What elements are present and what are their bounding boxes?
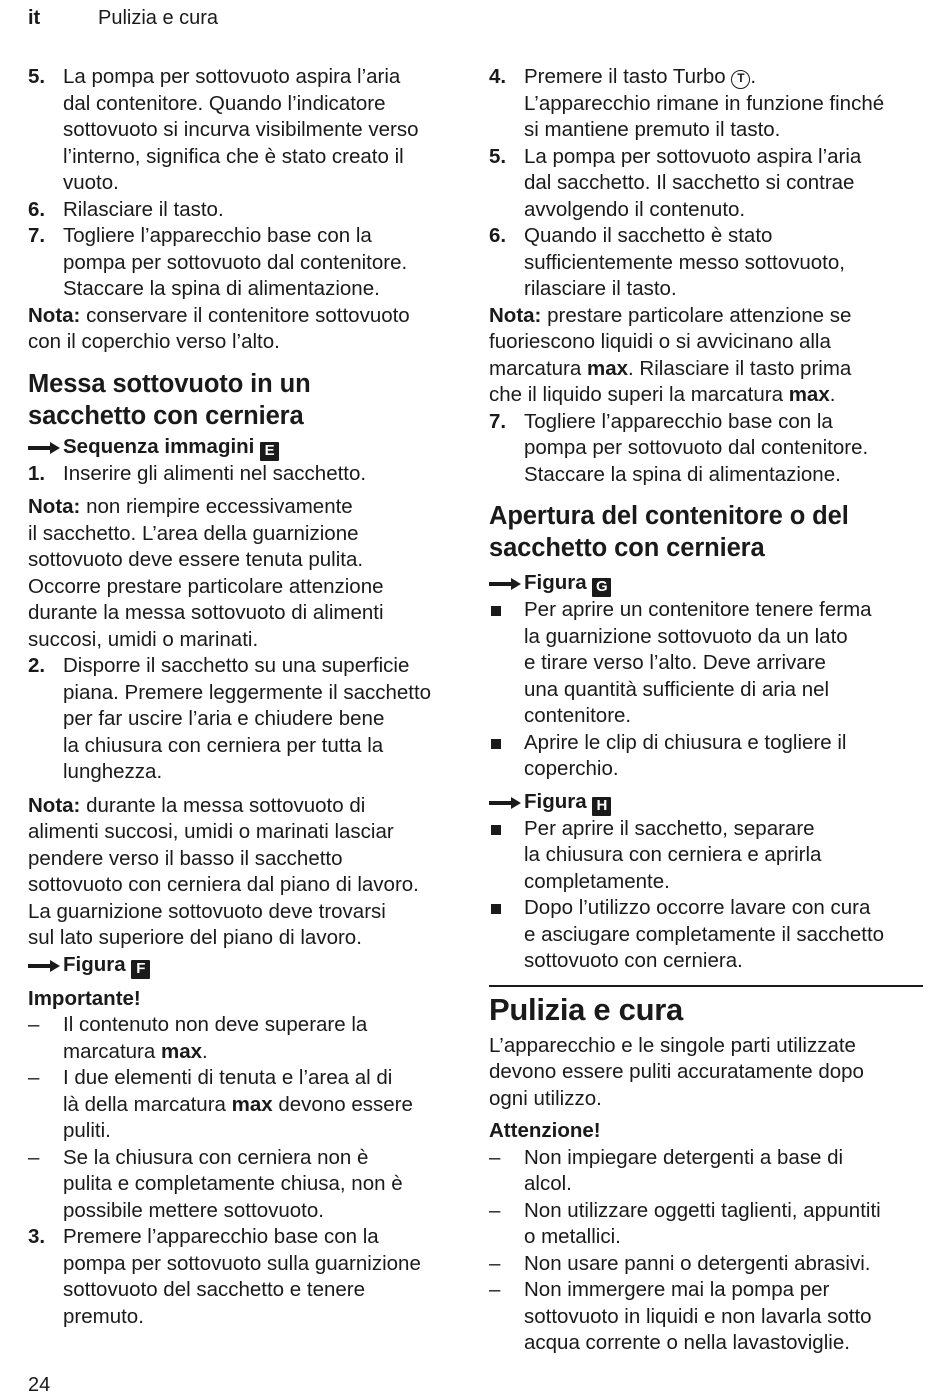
figure-f-ref xyxy=(28,952,464,979)
step-line: Togliere l’apparecchio base con la xyxy=(524,409,833,433)
section-title-line: sacchetto con cerniera xyxy=(489,534,765,562)
dash-line: possibile mettere sottovuoto. xyxy=(63,1198,324,1222)
step-line: per far uscire l’aria e chiudere bene xyxy=(63,707,385,730)
figure-label: Figura xyxy=(63,952,126,976)
dash-item xyxy=(489,1198,923,1251)
figure-letter-box: H xyxy=(592,797,611,816)
step-line: pompa per sottovuoto dal contenitore. xyxy=(524,436,869,459)
section-title-line: sacchetto con cerniera xyxy=(28,401,304,430)
step-line: La pompa per sottovuoto aspira l’aria xyxy=(524,144,862,168)
note-text: con il coperchio verso l’alto. xyxy=(28,330,280,353)
dash-item xyxy=(489,1251,923,1278)
arrow-right-icon xyxy=(489,796,521,810)
bullet-item xyxy=(489,597,923,730)
step-number: 6. xyxy=(489,224,507,247)
running-title: Pulizia e cura xyxy=(98,7,219,29)
note-text: alimenti succosi, umidi o marinati lasciar xyxy=(28,820,394,843)
dash-line: Non immergere mai la pompa per xyxy=(524,1278,830,1301)
note-label: Nota: xyxy=(28,303,81,327)
note-text: conservare il contenitore sottovuoto xyxy=(80,303,410,327)
arrow-right-icon xyxy=(28,441,60,455)
figure-label: Figura xyxy=(524,571,587,594)
step-text: . xyxy=(750,65,757,88)
step-line: Rilasciare il tasto. xyxy=(63,197,224,221)
square-bullet-icon xyxy=(491,606,501,616)
step-6 xyxy=(489,223,923,303)
step-2 xyxy=(28,653,464,786)
dash-item xyxy=(28,1065,464,1145)
bullet-line: Dopo l’utilizzo occorre lavare con cura xyxy=(524,896,871,919)
figure-label: Figura xyxy=(524,789,587,813)
dash-marker: – xyxy=(28,1013,40,1036)
max-mark: max xyxy=(160,1039,203,1063)
step-line: piana. Premere leggermente il sacchetto xyxy=(63,680,432,704)
step-line: premuto. xyxy=(63,1304,144,1328)
figure-label: Sequenza immagini xyxy=(63,434,255,458)
step-number: 4. xyxy=(489,65,507,88)
bullet-item xyxy=(489,895,923,975)
dash-line: I due elementi di tenuta e l’area al di xyxy=(63,1066,393,1089)
step-6 xyxy=(28,197,464,224)
step-5 xyxy=(489,144,923,224)
note-label: Nota: xyxy=(489,303,542,327)
step-number: 3. xyxy=(28,1225,46,1248)
step-line: si mantiene premuto il tasto. xyxy=(524,118,781,141)
turbo-button-icon: T xyxy=(731,70,750,89)
dash-line: puliti. xyxy=(63,1119,111,1142)
intro-line: L’apparecchio e le singole parti utilizzate xyxy=(489,1033,856,1057)
section-title-line: Apertura del contenitore o del xyxy=(489,502,849,530)
dash-text: marcatura xyxy=(63,1039,161,1063)
note-text: fuoriescono liquidi o si avvicinano alla xyxy=(489,330,831,353)
dash-marker: – xyxy=(28,1066,40,1089)
dash-item xyxy=(28,1145,464,1225)
note-text: pendere verso il basso il sacchetto xyxy=(28,846,343,870)
dash-text: . xyxy=(202,1039,208,1063)
main-section-title: Pulizia e cura xyxy=(489,991,683,1027)
step-line: sottovuoto si incurva visibilmente verso xyxy=(63,118,419,141)
dash-line: acqua corrente o nella lavastoviglie. xyxy=(524,1331,850,1354)
bullet-line: Aprire le clip di chiusura e togliere il xyxy=(524,730,847,754)
note-storage xyxy=(28,303,464,356)
step-line: pompa per sottovuoto dal contenitore. xyxy=(63,250,408,274)
step-line: Togliere l’apparecchio base con la xyxy=(63,224,372,247)
step-number: 7. xyxy=(489,409,507,433)
note-text: Occorre prestare particolare attenzione xyxy=(28,574,384,598)
dash-line: pulita e completamente chiusa, non è xyxy=(63,1172,403,1195)
left-column xyxy=(28,64,464,1330)
step-line: dal sacchetto. Il sacchetto si contrae xyxy=(524,171,855,194)
dash-marker: – xyxy=(489,1198,501,1222)
bullet-line: una quantità sufficiente di aria nel xyxy=(524,677,830,701)
bullet-line: coperchio. xyxy=(524,757,619,780)
note-label: Nota: xyxy=(28,495,81,518)
dash-marker: – xyxy=(489,1145,501,1169)
note-label: Nota: xyxy=(28,793,81,817)
step-4 xyxy=(489,64,923,144)
figure-sequence-ref xyxy=(28,434,464,461)
intro-line: ogni utilizzo. xyxy=(489,1086,602,1110)
note-text: La guarnizione sottovuoto deve trovarsi xyxy=(28,899,386,923)
dash-marker: – xyxy=(28,1145,40,1169)
bullet-line: e asciugare completamente il sacchetto xyxy=(524,922,885,946)
note-liquids xyxy=(489,303,923,409)
note-text: marcatura xyxy=(489,356,587,380)
step-line: Premere l’apparecchio base con la xyxy=(63,1225,379,1248)
figure-letter-box: F xyxy=(131,960,150,979)
arrow-right-icon xyxy=(489,577,521,591)
square-bullet-icon xyxy=(491,904,501,914)
step-number: 5. xyxy=(28,65,46,88)
step-line: sottovuoto del sacchetto e tenere xyxy=(63,1278,366,1301)
dash-item xyxy=(489,1145,923,1198)
step-line: Inserire gli alimenti nel sacchetto. xyxy=(63,461,367,485)
note-text: . Rilasciare il tasto prima xyxy=(628,356,852,380)
step-number: 6. xyxy=(28,197,46,221)
step-number: 1. xyxy=(28,461,46,485)
note-filling xyxy=(28,494,464,653)
note-text: durante la messa sottovuoto di xyxy=(80,793,366,817)
note-text: durante la messa sottovuoto di alimenti xyxy=(28,601,384,624)
important-heading: Importante! xyxy=(28,986,141,1010)
page-number: 24 xyxy=(28,1374,51,1392)
dash-line: Il contenuto non deve superare la xyxy=(63,1013,368,1036)
language-code: it xyxy=(28,7,41,29)
dash-line: Non usare panni o detergenti abrasivi. xyxy=(524,1251,871,1275)
section-title-line: Messa sottovuoto in un xyxy=(28,369,311,398)
max-mark: max xyxy=(788,383,830,406)
dash-text: là della marcatura xyxy=(63,1092,232,1116)
step-3 xyxy=(28,1224,464,1330)
bullet-line: la guarnizione sottovuoto da un lato xyxy=(524,624,848,648)
step-7 xyxy=(28,223,464,303)
arrow-right-icon xyxy=(28,959,60,973)
dash-line: Non impiegare detergenti a base di xyxy=(524,1145,844,1169)
dash-marker: – xyxy=(489,1251,501,1275)
figure-letter-box: E xyxy=(260,442,279,461)
step-line: sufficientemente messo sottovuoto, xyxy=(524,250,845,274)
step-line: vuoto. xyxy=(63,171,119,194)
step-line: Disporre il sacchetto su una superficie xyxy=(63,654,410,677)
bullet-line: Per aprire un contenitore tenere ferma xyxy=(524,598,872,621)
intro-line: devono essere puliti accuratamente dopo xyxy=(489,1060,864,1083)
right-column xyxy=(489,64,923,1357)
step-line: Staccare la spina di alimentazione. xyxy=(524,462,841,486)
step-line: rilasciare il tasto. xyxy=(524,277,677,300)
step-line: La pompa per sottovuoto aspira l’aria xyxy=(63,65,401,88)
note-text: sottovuoto deve essere tenuta pulita. xyxy=(28,548,364,571)
bullet-line: Per aprire il sacchetto, separare xyxy=(524,816,815,840)
step-line: Quando il sacchetto è stato xyxy=(524,224,773,247)
section-title-zip-bag xyxy=(28,368,464,432)
note-text: che il liquido superi la marcatura xyxy=(489,383,789,406)
step-text: Premere il tasto Turbo xyxy=(524,65,732,88)
intro-paragraph xyxy=(489,1033,923,1113)
figure-h-ref xyxy=(489,789,923,816)
bullet-line: contenitore. xyxy=(524,704,632,727)
dash-text: devono essere xyxy=(272,1092,413,1116)
note-juicy-foods xyxy=(28,793,464,952)
figure-g-ref xyxy=(489,570,923,597)
dash-line: Se la chiusura con cerniera non è xyxy=(63,1145,369,1169)
step-number: 7. xyxy=(28,224,46,247)
square-bullet-icon xyxy=(491,739,501,749)
note-text: sul lato superiore del piano di lavoro. xyxy=(28,926,362,949)
bullet-line: sottovuoto con cerniera. xyxy=(524,949,743,972)
dash-item xyxy=(28,1012,464,1065)
max-mark: max xyxy=(231,1092,273,1116)
figure-letter-box: G xyxy=(592,578,611,597)
note-text: il sacchetto. L’area della guarnizione xyxy=(28,521,359,545)
note-text: prestare particolare attenzione se xyxy=(541,303,852,327)
note-text: non riempire eccessivamente xyxy=(80,495,353,518)
bullet-item xyxy=(489,730,923,783)
bullet-line: e tirare verso l’alto. Deve arrivare xyxy=(524,651,826,674)
step-7 xyxy=(489,409,923,489)
bullet-item xyxy=(489,816,923,896)
bullet-line: completamente. xyxy=(524,869,670,893)
dash-line: o metallici. xyxy=(524,1225,621,1248)
step-number: 2. xyxy=(28,654,46,677)
square-bullet-icon xyxy=(491,825,501,835)
dash-line: Non utilizzare oggetti taglienti, appuntiti xyxy=(524,1198,881,1222)
step-line: l’interno, significa che è stato creato il xyxy=(63,144,404,168)
dash-line: alcol. xyxy=(524,1172,572,1195)
section-divider xyxy=(489,985,923,987)
step-5 xyxy=(28,64,464,197)
dash-marker: – xyxy=(489,1278,501,1301)
step-number: 5. xyxy=(489,144,507,168)
note-text: sottovuoto con cerniera dal piano di lavoro. xyxy=(28,873,419,896)
step-line: L’apparecchio rimane in funzione finché xyxy=(524,91,885,115)
note-text: . xyxy=(829,383,836,406)
step-line: dal contenitore. Quando l’indicatore xyxy=(63,91,386,115)
note-text: succosi, umidi o marinati. xyxy=(28,627,259,651)
dash-item xyxy=(489,1277,923,1357)
step-line: Staccare la spina di alimentazione. xyxy=(63,277,380,300)
step-line: avvolgendo il contenuto. xyxy=(524,197,746,221)
step-1 xyxy=(28,461,464,488)
dash-line: sottovuoto in liquidi e non lavarla sotto xyxy=(524,1304,872,1328)
bullet-line: la chiusura con cerniera e aprirla xyxy=(524,843,822,866)
step-line: pompa per sottovuoto sulla guarnizione xyxy=(63,1251,421,1275)
attention-heading: Attenzione! xyxy=(489,1119,601,1142)
section-title-opening xyxy=(489,500,923,564)
step-line: lunghezza. xyxy=(63,760,163,783)
page-header xyxy=(28,5,922,31)
max-mark: max xyxy=(586,356,629,380)
step-line: la chiusura con cerniera per tutta la xyxy=(63,733,384,757)
